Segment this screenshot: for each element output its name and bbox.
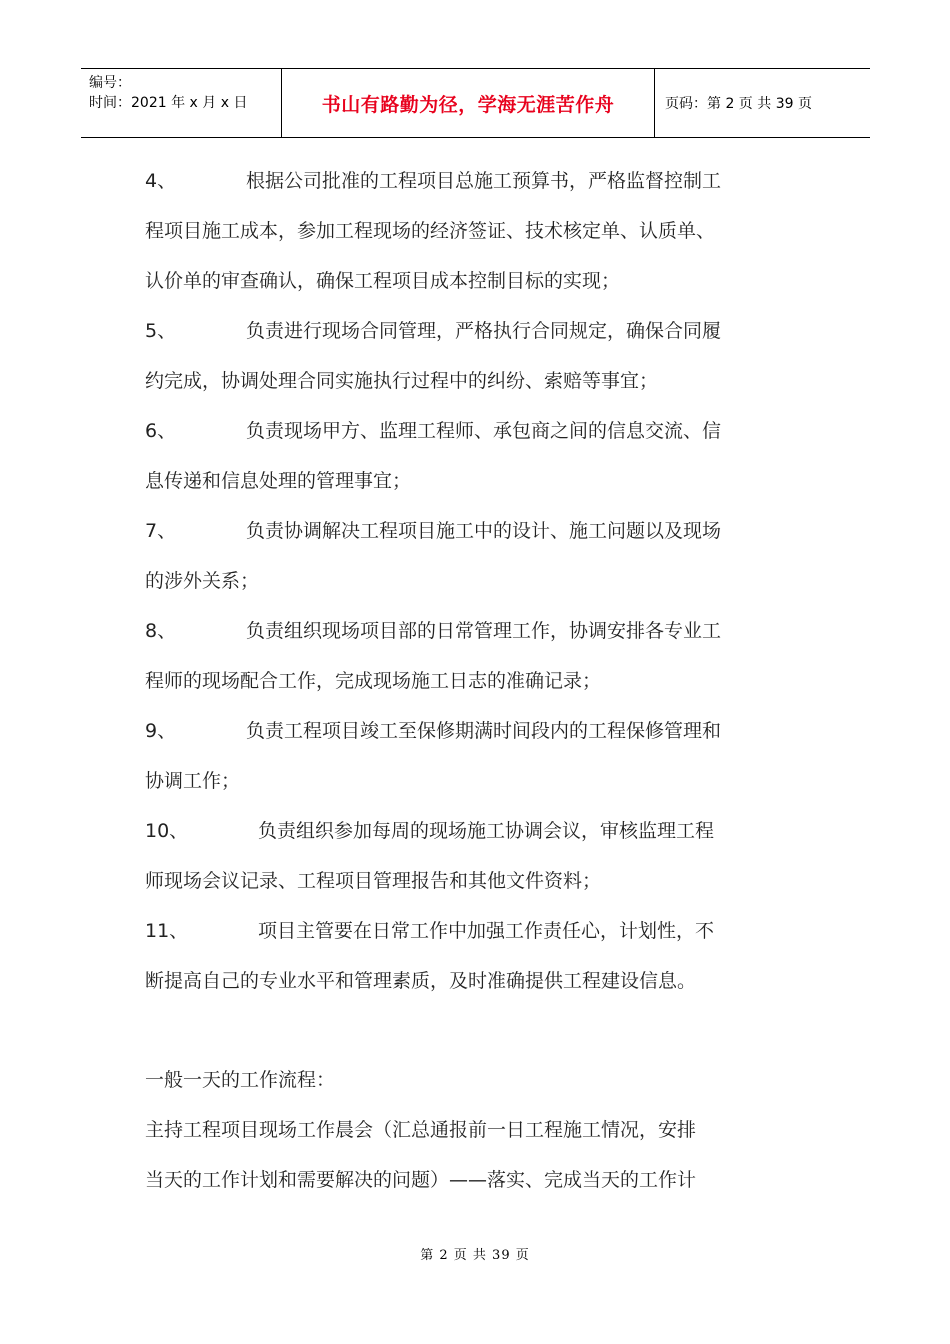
list-item xyxy=(145,306,815,406)
workflow-text: 主持工程项目现场工作晨会（汇总通报前一日工程施工情况，安排 xyxy=(145,1119,697,1141)
list-item xyxy=(145,906,815,1006)
item-number: 4、 xyxy=(145,170,177,192)
item-text: 程师的现场配合工作，完成现场施工日志的准确记录； xyxy=(145,670,602,692)
document-number-label: 编号： xyxy=(89,75,131,91)
item-text: 协调工作； xyxy=(145,770,241,792)
list-item xyxy=(145,506,815,606)
item-number: 11、 xyxy=(145,920,189,942)
item-text: 负责协调解决工程项目施工中的设计、施工问题以及现场 xyxy=(246,520,722,542)
item-text: 约完成，协调处理合同实施执行过程中的纠纷、索赔等事宜； xyxy=(145,370,659,392)
item-text: 负责工程项目竣工至保修期满时间段内的工程保修管理和 xyxy=(246,720,722,742)
item-number: 7、 xyxy=(145,520,177,542)
page-footer: 第 2 页 共 39 页 xyxy=(420,1248,530,1263)
item-text: 的涉外关系； xyxy=(145,570,260,592)
header-motto: 书山有路勤为径，学海无涯苦作舟 xyxy=(321,93,615,116)
item-text: 项目主管要在日常工作中加强工作责任心，计划性，不 xyxy=(258,920,715,942)
item-text: 负责组织参加每周的现场施工协调会议，审核监理工程 xyxy=(258,820,715,842)
item-number: 5、 xyxy=(145,320,177,342)
item-number: 10、 xyxy=(145,820,189,842)
item-text: 断提高自己的专业水平和管理素质，及时准确提供工程建设信息。 xyxy=(145,970,697,992)
list-item xyxy=(145,706,815,806)
item-number: 8、 xyxy=(145,620,177,642)
list-item xyxy=(145,156,815,306)
item-text: 负责现场甲方、监理工程师、承包商之间的信息交流、信 xyxy=(246,420,722,442)
section-spacer xyxy=(145,1006,815,1055)
list-item xyxy=(145,806,815,906)
item-text: 认价单的审查确认，确保工程项目成本控制目标的实现； xyxy=(145,270,621,292)
item-text: 师现场会议记录、工程项目管理报告和其他文件资料； xyxy=(145,870,602,892)
header-meta xyxy=(81,69,282,137)
item-text: 息传递和信息处理的管理事宜； xyxy=(145,470,412,492)
item-number: 6、 xyxy=(145,420,177,442)
item-text: 根据公司批准的工程项目总施工预算书，严格监督控制工 xyxy=(246,170,722,192)
list-item xyxy=(145,606,815,706)
document-date: 时间：2021 年 x 月 x 日 xyxy=(89,95,248,111)
page-header xyxy=(81,68,870,138)
item-number: 9、 xyxy=(145,720,177,742)
workflow-text: 当天的工作计划和需要解决的问题）——落实、完成当天的工作计 xyxy=(145,1169,697,1191)
item-text: 程项目施工成本，参加工程现场的经济签证、技术核定单、认质单、 xyxy=(145,220,716,242)
list-item xyxy=(145,406,815,506)
document-body xyxy=(145,156,815,1205)
header-motto-cell xyxy=(282,69,655,137)
header-page-info: 页码：第 2 页 共 39 页 xyxy=(665,96,812,112)
workflow-heading: 一般一天的工作流程： xyxy=(145,1069,336,1091)
item-text: 负责组织现场项目部的日常管理工作，协调安排各专业工 xyxy=(246,620,722,642)
item-text: 负责进行现场合同管理，严格执行合同规定，确保合同履 xyxy=(246,320,722,342)
